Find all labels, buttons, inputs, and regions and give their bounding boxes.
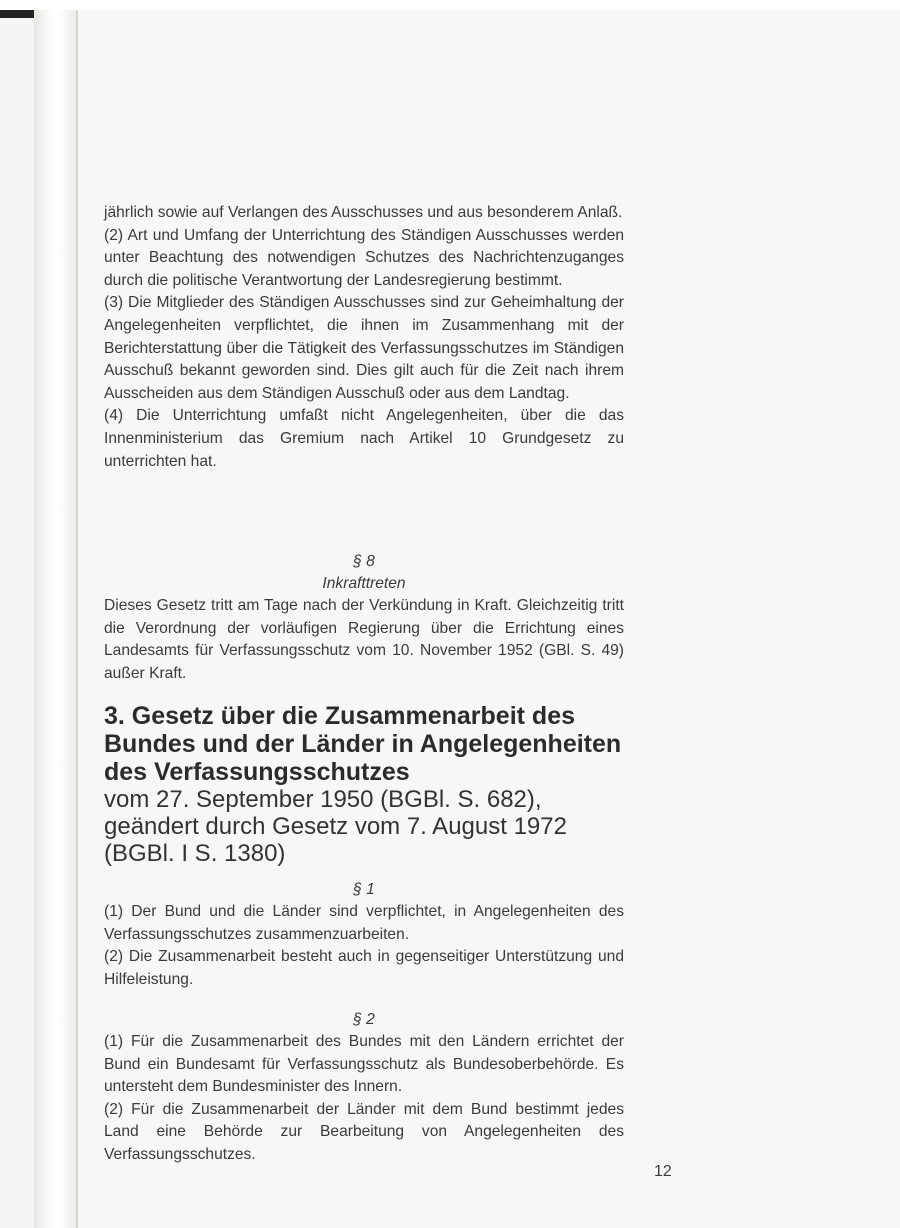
section-7-continuation — [104, 202, 624, 473]
section-1-number: § 1 — [353, 881, 375, 898]
paragraph: (2) Die Zusammenarbeit besteht auch in gegenseitiger Unterstützung und Hilfeleistung. — [104, 948, 624, 988]
section-1-body — [104, 901, 624, 991]
paragraph: (3) Die Mitglieder des Ständigen Ausschusses sind zur Geheimhaltung der Angelegenheiten verpflichtet, die ihnen im Zusammenhang mit der Berichterstattung über die Tätigkeit des Verfassungsschutzes im Ständigen Ausschuß bekannt geworden sind. Dies gilt auch für die Zeit nach ihrem Ausscheiden aus dem Ständigen Ausschuß oder aus dem Landtag. — [104, 294, 624, 402]
paragraph: (4) Die Unterrichtung umfaßt nicht Angelegenheiten, über die das Innenministerium das Gremium nach Artikel 10 Grundgesetz zu unterrichten hat. — [104, 407, 624, 470]
paragraph: Dieses Gesetz tritt am Tage nach der Verkündung in Kraft. Gleichzeitig tritt die Verordnung der vorläufigen Regierung über die Errichtung eines Landesamts für Verfassungsschutz vom 10. November 1952 (GBl. S. 49) außer Kraft. — [104, 597, 624, 682]
law-subtitle: vom 27. September 1950 (BGBl. S. 682), geändert durch Gesetz vom 7. August 1972 (BGBl. I S. 1380) — [104, 786, 567, 867]
section-2-number: § 2 — [353, 1011, 375, 1028]
paragraph: (1) Für die Zusammenarbeit des Bundes mit den Ländern errichtet der Bund ein Bundesamt für Verfassungsschutz als Bundesoberbehörde. Es untersteht dem Bundesminister des Innern. — [104, 1033, 624, 1096]
law-3-title — [104, 702, 624, 867]
paragraph: (2) Für die Zusammenarbeit der Länder mit dem Bund bestimmt jedes Land eine Behörde zur Bearbeitung von Angelegenheiten des Verfassungsschutzes. — [104, 1100, 624, 1163]
page-number: 12 — [654, 1163, 672, 1180]
section-2-body — [104, 1031, 624, 1167]
section-8-title: Inkrafttreten — [322, 575, 406, 592]
paragraph: (1) Der Bund und die Länder sind verpflichtet, in Angelegenheiten des Verfassungsschutzes zusammenzuarbeiten. — [104, 903, 624, 943]
binding-spine — [34, 10, 76, 1228]
paragraph: jährlich sowie auf Verlangen des Ausschusses und aus besonderem Anlaß. — [104, 204, 623, 221]
section-8-body — [104, 595, 624, 685]
paragraph: (2) Art und Umfang der Unterrichtung des Ständigen Ausschusses werden unter Beachtung des notwendigen Schutzes des Nachrichtenzuganges durch die politische Verantwortung der Landesregierung bestimmt. — [104, 226, 624, 289]
scan-border — [0, 0, 900, 10]
law-heading: 3. Gesetz über die Zusammenarbeit des Bundes und der Länder in Angelegenheiten des Verfassungsschutzes — [104, 702, 622, 786]
section-8-number: § 8 — [353, 553, 375, 570]
